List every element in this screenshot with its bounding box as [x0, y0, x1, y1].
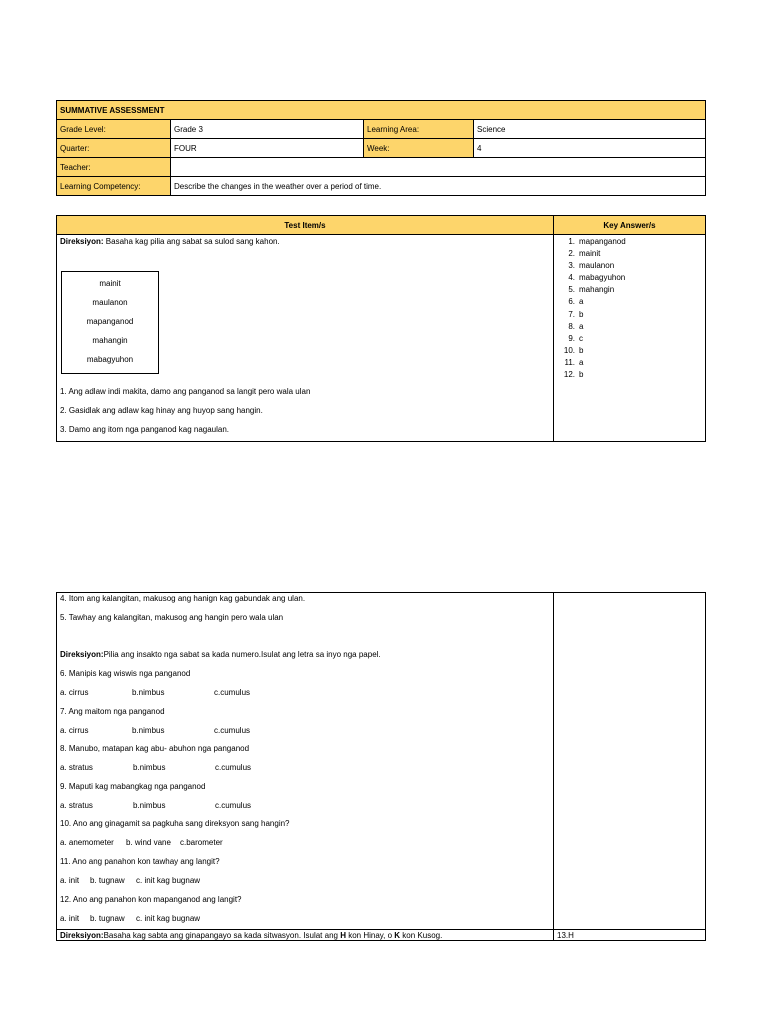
key-answer-item: 4. mabagyuhon — [568, 273, 626, 283]
competency-label: Learning Competency: — [57, 177, 171, 196]
letter-k: K — [394, 930, 401, 940]
word-box-item: mahangin — [92, 336, 128, 345]
option-a: a. stratus — [60, 801, 93, 810]
key-answer-item: 7. b — [568, 309, 584, 319]
grade-level-value: Grade 3 — [171, 120, 364, 139]
key-answer-item: 11. a — [564, 357, 584, 367]
question-1: 1. Ang adlaw indi makita, damo ang panganod sa langit pero wala ulan — [60, 387, 311, 396]
key-answer-item: 1. mapanganod — [568, 237, 626, 246]
question-9: 9. Maputi kag mabangkag nga panganod — [60, 782, 206, 791]
test-items-table-continued — [56, 592, 706, 941]
question-10-options — [60, 838, 223, 847]
question-11: 11. Ano ang panahon kon tawhay ang langit? — [60, 857, 220, 866]
key-answer-item: 6. a — [568, 297, 584, 307]
assessment-title: SUMMATIVE ASSESSMENT — [57, 101, 706, 120]
key-answer-item: 12. b — [563, 370, 584, 380]
key-answer-item: 8. a — [568, 321, 584, 331]
letter-h: H — [340, 930, 346, 940]
question-12: 12. Ano ang panahon kon mapanganod ang langit? — [60, 895, 242, 904]
col-test-items: Test Item/s — [57, 216, 554, 235]
question-7-options — [60, 726, 250, 735]
grade-level-label: Grade Level: — [57, 120, 171, 139]
option-c: c. init kag bugnaw — [136, 914, 201, 923]
word-box-item: mabagyuhon — [86, 355, 134, 364]
option-c: c. init kag bugnaw — [136, 876, 201, 885]
question-12-options — [60, 914, 200, 923]
footer-direction-label: Direksiyon: — [60, 930, 104, 940]
question-8: 8. Manubo, matapan kag abu- abuhon nga panganod — [60, 744, 250, 753]
question-4: 4. Itom ang kalangitan, makusog ang hanign kag gabundak ang ulan. — [60, 594, 306, 603]
question-3: 3. Damo ang itom nga panganod kag nagaulan. — [60, 425, 230, 434]
word-box-item: maulanon — [92, 298, 128, 307]
learning-area-label: Learning Area: — [364, 120, 474, 139]
option-c: c.barometer — [180, 838, 223, 847]
week-value: 4 — [474, 139, 706, 158]
quarter-value: FOUR — [171, 139, 364, 158]
word-box — [61, 271, 159, 374]
option-b: b. tugnaw — [90, 914, 125, 923]
key-answer-list — [560, 236, 626, 381]
direction-label: Direksiyon: — [60, 237, 104, 246]
teacher-label: Teacher: — [57, 158, 171, 177]
option-b: b.nimbus — [133, 801, 166, 810]
option-a: a. stratus — [60, 763, 93, 772]
direction2-line — [60, 650, 381, 659]
footer-key-answer: 13.H — [554, 930, 706, 941]
word-box-item: mapanganod — [86, 317, 134, 326]
direction-line — [60, 237, 280, 246]
option-c: c.cumulus — [215, 763, 252, 772]
footer-direction-line: Direksiyon:Basaha kag sabta ang ginapangayo sa kada sitwasyon. Isulat ang H kon Hinay, o K kon Kusog. — [57, 930, 554, 941]
option-a: a. cirrus — [60, 726, 89, 735]
option-b: b.nimbus — [132, 726, 165, 735]
option-a: a. init — [60, 876, 80, 885]
question-5: 5. Tawhay ang kalangitan, makusog ang hangin pero wala ulan — [60, 613, 284, 622]
option-a: a. init — [60, 914, 80, 923]
key-answer-item: 9. c — [568, 333, 583, 343]
option-c: c.cumulus — [214, 726, 251, 735]
option-b: b. wind vane — [126, 838, 171, 847]
question-7: 7. Ang maitom nga panganod — [60, 707, 165, 716]
test-items-table — [56, 215, 706, 442]
week-label: Week: — [364, 139, 474, 158]
question-2: 2. Gasidlak ang adlaw kag hinay ang huyop sang hangin. — [60, 406, 263, 415]
question-8-options — [60, 763, 251, 772]
question-10: 10. Ano ang ginagamit sa pagkuha sang direksyon sang hangin? — [60, 819, 290, 828]
competency-value: Describe the changes in the weather over a period of time. — [171, 177, 706, 196]
test-items-cell — [57, 235, 554, 442]
direction2-text: Pilia ang insakto nga sabat sa kada numero.Isulat ang letra sa inyo nga papel. — [103, 650, 381, 659]
question-9-options — [60, 801, 251, 810]
question-6-options — [60, 688, 250, 697]
key-answers-cell — [554, 235, 706, 442]
option-c: c.cumulus — [214, 688, 251, 697]
learning-area-value: Science — [474, 120, 706, 139]
assessment-header-table — [56, 100, 706, 196]
option-a: a. anemometer — [60, 838, 114, 847]
test-items-cell-continued — [57, 593, 554, 930]
teacher-value — [171, 158, 706, 177]
question-11-options — [60, 876, 200, 885]
word-box-item: mainit — [99, 279, 121, 288]
option-b: b. tugnaw — [90, 876, 125, 885]
direction2-label: Direksiyon: — [60, 650, 104, 659]
key-answer-item: 5. mahangin — [568, 285, 615, 295]
question-6: 6. Manipis kag wiswis nga panganod — [60, 669, 191, 678]
option-c: c.cumulus — [215, 801, 252, 810]
quarter-label: Quarter: — [57, 139, 171, 158]
key-answers-cell-continued — [554, 593, 706, 930]
option-a: a. cirrus — [60, 688, 89, 697]
direction-text: Basaha kag pilia ang sabat sa sulod sang kahon. — [103, 237, 280, 246]
option-b: b.nimbus — [132, 688, 165, 697]
col-key-answers: Key Answer/s — [554, 216, 706, 235]
key-answer-item: 10. b — [563, 345, 584, 355]
key-answer-item: 2. mainit — [568, 249, 601, 259]
option-b: b.nimbus — [133, 763, 166, 772]
key-answer-item: 3. maulanon — [568, 261, 615, 271]
